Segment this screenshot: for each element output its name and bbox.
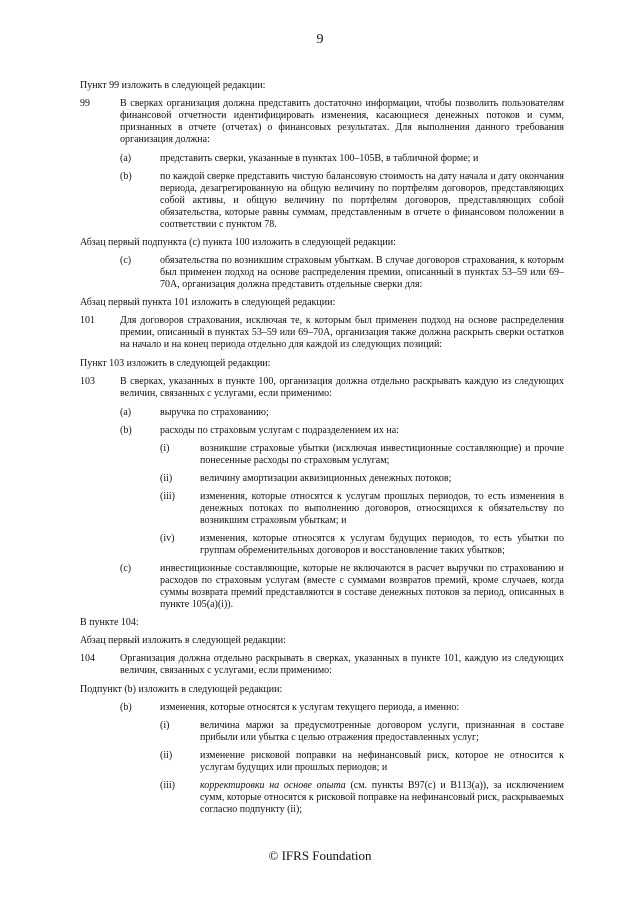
amendment-instruction: В пункте 104: <box>80 617 139 628</box>
paragraph-text: В сверках, указанных в пункте 100, организация должна отдельно раскрывать каждую из следующих величин, связанных с услугами, если применимо: <box>120 376 564 399</box>
item-label: (a) <box>120 153 132 164</box>
sub-item <box>160 533 564 557</box>
item-text: возникшие страховые убытки (исключая инвестиционные составляющие) и прочие понесенные расходы по страховым услугам; <box>200 443 564 466</box>
item-text: (см. пункты B97(c) и B113(a)), за исключением сумм, которые относятся к рисковой поправке на нефинансовый риск, раскрываемых согласно подпункту (ii); <box>200 780 564 815</box>
item-text: изменения, которые относятся к услугам прошлых периодов, то есть изменения в денежных потоках по выполнению договоров, относящихся к обязательству по возникшим страховым убыткам; и <box>200 491 564 526</box>
paragraph-number: 101 <box>80 315 95 326</box>
item-text: изменения, которые относятся к услугам текущего периода, а именно: <box>160 702 460 713</box>
item-label: (ii) <box>160 473 173 484</box>
item-label: (a) <box>120 407 132 418</box>
amendment-instruction: Пункт 99 изложить в следующей редакции: <box>80 80 266 91</box>
list-item <box>120 407 564 419</box>
list-item <box>120 171 564 231</box>
footer-copyright: © IFRS Foundation <box>268 848 372 863</box>
sub-item <box>160 491 564 527</box>
paragraph-number: 103 <box>80 376 95 387</box>
item-label: (iii) <box>160 780 175 791</box>
item-text: расходы по страховым услугам с подразделением их на: <box>160 425 399 436</box>
paragraph <box>80 98 564 146</box>
amendment-instruction: Абзац первый пункта 101 изложить в следующей редакции: <box>80 297 336 308</box>
item-text: представить сверки, указанные в пунктах 100–105B, в табличной форме; и <box>160 153 479 164</box>
item-text: величину амортизации аквизиционных денежных потоков; <box>200 473 452 484</box>
item-text: по каждой сверке представить чистую балансовую стоимость на дату начала и дату окончания периода, дезагрегированную на общую величину по портфелям договоров, представляющих собой активы, и общую величину по портфелям договоров, представляющих собой обязательства, которые равны суммам, представленным в отчете о финансовом положении в соответствии с пунктом 78. <box>160 171 564 230</box>
paragraph-text: Для договоров страхования, исключая те, к которым был применен подход на основе распределения премии, описанный в пунктах 53–59 или 69–70A, организация также должна раскрыть сверки остатков на начало и на конец периода отдельно для каждой из следующих позиций: <box>120 315 564 350</box>
item-label: (iv) <box>160 533 175 544</box>
sub-item <box>160 750 564 774</box>
item-label: (c) <box>120 563 132 574</box>
paragraph-text: В сверках организация должна представить достаточно информации, чтобы позволить пользователям финансовой отчетности идентифицировать изменения, касающиеся денежных потоков и сумм, признанных в отчете (отчетах) о финансовых результатах. Для выполнения данного требования организация должна: <box>120 98 564 145</box>
paragraph-number: 99 <box>80 98 90 109</box>
paragraph-number: 104 <box>80 653 95 664</box>
list-item <box>120 153 564 165</box>
sub-item <box>160 720 564 744</box>
sub-item <box>160 780 564 816</box>
paragraph <box>80 315 564 351</box>
document-body <box>80 80 564 822</box>
page-number: 9 <box>316 32 324 47</box>
list-item <box>120 702 564 714</box>
item-label: (b) <box>120 702 132 713</box>
item-label: (i) <box>160 720 170 731</box>
paragraph <box>80 376 564 400</box>
item-text: величина маржи за предусмотренные договором услуги, признанная в составе прибыли или убытка с целью отражения предоставленных услуг; <box>200 720 564 743</box>
amendment-instruction: Подпункт (b) изложить в следующей редакции: <box>80 684 283 695</box>
item-label: (ii) <box>160 750 173 761</box>
item-text: инвестиционные составляющие, которые не включаются в расчет выручки по страхованию и расходов по страховым услугам (вместе с суммами возвратов премий, кроме случаев, когда суммы возврата премий представляются в составе денежных потоков за период, описанных в пункте 105(a)(i)). <box>160 563 564 610</box>
amendment-instruction: Абзац первый подпункта (c) пункта 100 изложить в следующей редакции: <box>80 237 396 248</box>
item-label: (iii) <box>160 491 175 502</box>
item-emphasis: корректировки на основе опыта <box>200 780 346 791</box>
paragraph-text: Организация должна отдельно раскрывать в сверках, указанных в пункте 101, каждую из следующих величин, связанных с услугами, если применимо: <box>120 653 564 676</box>
item-label: (b) <box>120 171 132 182</box>
item-text: обязательства по возникшим страховым убыткам. В случае договоров страхования, к которым был применен подход на основе распределения премии, описанный в пунктах 53–59 или 69–70A, организация должна представить отдельные сверки для: <box>160 255 564 290</box>
item-text: выручка по страхованию; <box>160 407 269 418</box>
item-label: (b) <box>120 425 132 436</box>
list-item <box>120 563 564 611</box>
item-label: (i) <box>160 443 170 454</box>
list-item <box>120 425 564 437</box>
item-text: изменения, которые относятся к услугам будущих периодов, то есть убытки по группам обременительных договоров и восстановление таких убытков; <box>200 533 564 556</box>
sub-item <box>160 473 564 485</box>
paragraph <box>80 653 564 677</box>
item-label: (c) <box>120 255 132 266</box>
item-text: изменение рисковой поправки на нефинансовый риск, которое не относится к услугам будущих или прошлых периодов; и <box>200 750 564 773</box>
amendment-instruction: Абзац первый изложить в следующей редакции: <box>80 635 286 646</box>
sub-item <box>160 443 564 467</box>
amendment-instruction: Пункт 103 изложить в следующей редакции: <box>80 358 271 369</box>
list-item <box>120 255 564 291</box>
